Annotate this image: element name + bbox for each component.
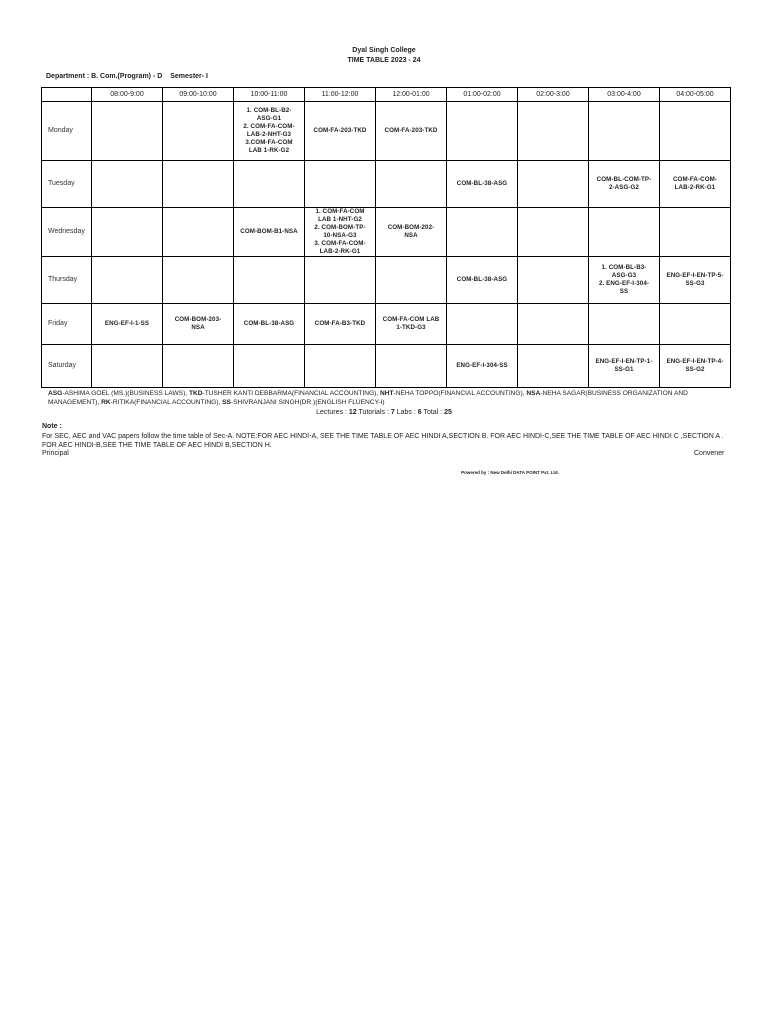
schedule-cell: COM-FA-B3-TKD xyxy=(305,304,376,345)
schedule-cell xyxy=(660,102,731,161)
lectures-label: Lectures : xyxy=(316,409,349,416)
note-heading: Note : xyxy=(42,423,62,430)
table-row xyxy=(42,102,731,161)
schedule-cell: COM-FA-203-TKD xyxy=(376,102,447,161)
schedule-cell: COM-FA-COM- LAB-2-RK-G1 xyxy=(660,161,731,208)
load-summary xyxy=(0,409,768,416)
schedule-cell xyxy=(447,208,518,257)
schedule-cell xyxy=(163,161,234,208)
corner-cell xyxy=(42,88,92,102)
schedule-cell xyxy=(305,345,376,388)
day-label: Monday xyxy=(42,102,92,161)
tutorials-label: Tutorials : xyxy=(356,409,391,416)
day-label: Thursday xyxy=(42,257,92,304)
powered-by: Powered by : New Delhi DATA POINT Pvt. Ltd. xyxy=(461,470,559,475)
schedule-cell xyxy=(376,257,447,304)
schedule-cell: ENG-EF-I-EN-TP-5- SS-G3 xyxy=(660,257,731,304)
schedule-cell xyxy=(376,345,447,388)
schedule-cell: 1. COM-BL-B3- ASG-G3 2. ENG-EF-I-304- SS xyxy=(589,257,660,304)
schedule-cell xyxy=(447,304,518,345)
schedule-cell xyxy=(518,304,589,345)
schedule-cell: COM-BL-38-ASG xyxy=(447,257,518,304)
table-row xyxy=(42,304,731,345)
faculty-code: NSA xyxy=(526,390,541,397)
department-line xyxy=(46,73,214,80)
schedule-cell xyxy=(589,102,660,161)
timetable xyxy=(41,87,731,388)
schedule-cell: ENG-EF-I-304-SS xyxy=(447,345,518,388)
schedule-cell xyxy=(660,304,731,345)
faculty-code: RK xyxy=(101,399,111,406)
schedule-cell xyxy=(518,345,589,388)
schedule-cell xyxy=(518,208,589,257)
slot-header: 01:00-02:00 xyxy=(447,88,518,102)
schedule-cell xyxy=(163,208,234,257)
faculty-legend: ASG-ASHIMA GOEL (MS.)(BUSINESS LAWS), TKD-TUSHER KANTI DEBBARMA(FINANCIAL ACCOUNTING), NHT-NEHA TOPPO(FINANCIAL ACCOUNTING), NSA-NEHA SAGAR(BUSINESS ORGANIZATION AND MANAGEMENT), RK-RITIKA(FINANCIAL ACCOUNTING), SS-SHIVRANJANI SINGH(DR.)(ENGLISH FLUENCY-I) xyxy=(48,390,688,406)
faculty-code: SS xyxy=(222,399,231,406)
day-label: Wednesday xyxy=(42,208,92,257)
college-name: Dyal Singh College xyxy=(352,47,416,54)
schedule-cell xyxy=(447,102,518,161)
semester-label: Semester- I xyxy=(170,73,208,80)
table-row xyxy=(42,345,731,388)
schedule-cell xyxy=(92,208,163,257)
schedule-cell: COM-FA-COM LAB 1-TKD-G3 xyxy=(376,304,447,345)
slot-header: 02:00-3:00 xyxy=(518,88,589,102)
schedule-cell: COM-BL-38-ASG xyxy=(447,161,518,208)
faculty-name: -SHIVRANJANI SINGH(DR.)(ENGLISH FLUENCY-I) xyxy=(230,399,385,406)
faculty-name: -RITIKA(FINANCIAL ACCOUNTING) xyxy=(110,399,219,406)
principal-label: Principal xyxy=(42,450,69,457)
total-count: 25 xyxy=(444,409,452,416)
day-label: Saturday xyxy=(42,345,92,388)
lectures-count: 12 xyxy=(348,409,357,416)
schedule-cell: COM-BL-COM-TP- 2-ASG-G2 xyxy=(589,161,660,208)
slot-header: 11:00-12:00 xyxy=(305,88,376,102)
schedule-cell xyxy=(234,345,305,388)
labs-label: Labs : xyxy=(394,409,418,416)
labs-count: 6 xyxy=(417,409,422,416)
schedule-cell: COM-BL-38-ASG xyxy=(234,304,305,345)
table-row xyxy=(42,161,731,208)
slot-header: 12:00-01:00 xyxy=(376,88,447,102)
slot-header: 04:00-05:00 xyxy=(660,88,731,102)
schedule-cell: ENG-EF-I-EN-TP-4- SS-G2 xyxy=(660,345,731,388)
faculty-name: -NEHA SAGAR(BUSINESS ORGANIZATION AND MANAGEMENT) xyxy=(48,390,688,406)
table-row xyxy=(42,208,731,257)
schedule-cell xyxy=(163,257,234,304)
convener-label: Convener xyxy=(694,450,725,457)
slot-header: 08:00-9:00 xyxy=(92,88,163,102)
schedule-cell xyxy=(234,161,305,208)
faculty-name: -ASHIMA GOEL (MS.)(BUSINESS LAWS) xyxy=(62,390,186,397)
schedule-cell: 1. COM-BL-B2- ASG-G1 2. COM-FA-COM- LAB-2-NHT-G3 3.COM-FA-COM LAB 1-RK-G2 xyxy=(234,102,305,161)
schedule-cell xyxy=(589,208,660,257)
schedule-cell: COM-BOM-202- NSA xyxy=(376,208,447,257)
schedule-cell xyxy=(234,257,305,304)
faculty-code: ASG xyxy=(48,390,63,397)
schedule-cell: 1. COM-FA-COM LAB 1-NHT-G2 2. COM-BOM-TP- 10-NSA-G3 3. COM-FA-COM- LAB-2-RK-G1 xyxy=(305,208,376,257)
note-text: For SEC, AEC and VAC papers follow the time table of Sec-A. NOTE:FOR AEC HINDI-A, SEE THE TIME TABLE OF AEC HINDI A,SECTION B. FOR AEC HINDI-C,SEE THE TIME TABLE OF AEC HINDI C ,SECTION A . FOR AEC HINDI-B,SEE THE TIME TABLE OF AEC HINDI B,SECTION H. xyxy=(42,433,724,449)
slot-header: 10:00-11:00 xyxy=(234,88,305,102)
tutorials-count: 7 xyxy=(390,409,395,416)
day-label: Friday xyxy=(42,304,92,345)
faculty-name: -TUSHER KANTI DEBBARMA(FINANCIAL ACCOUNTING) xyxy=(202,390,377,397)
schedule-cell xyxy=(92,161,163,208)
slot-header: 03:00-4:00 xyxy=(589,88,660,102)
schedule-cell xyxy=(92,102,163,161)
timetable-title: TIME TABLE 2023 - 24 xyxy=(347,57,421,64)
faculty-code: TKD xyxy=(188,390,203,397)
schedule-cell xyxy=(163,102,234,161)
schedule-cell xyxy=(305,257,376,304)
schedule-cell xyxy=(589,304,660,345)
schedule-cell: COM-BOM-B1-NSA xyxy=(234,208,305,257)
schedule-cell xyxy=(92,345,163,388)
slot-header: 09:00-10:00 xyxy=(163,88,234,102)
schedule-cell xyxy=(518,257,589,304)
schedule-cell: ENG-EF-I-1-SS xyxy=(92,304,163,345)
faculty-name: -NEHA TOPPO(FINANCIAL ACCOUNTING) xyxy=(393,390,523,397)
schedule-cell xyxy=(92,257,163,304)
schedule-cell xyxy=(518,161,589,208)
schedule-cell: ENG-EF-I-EN-TP-1- SS-G1 xyxy=(589,345,660,388)
schedule-cell xyxy=(305,161,376,208)
day-label: Tuesday xyxy=(42,161,92,208)
schedule-cell: COM-BOM-203- NSA xyxy=(163,304,234,345)
faculty-code: NHT xyxy=(379,390,394,397)
timetable-header-row xyxy=(42,88,731,102)
schedule-cell xyxy=(518,102,589,161)
schedule-cell xyxy=(163,345,234,388)
department-label: Department : B. Com.(Program) - D xyxy=(46,73,163,80)
schedule-cell: COM-FA-203-TKD xyxy=(305,102,376,161)
schedule-cell xyxy=(376,161,447,208)
table-row xyxy=(42,257,731,304)
schedule-cell xyxy=(660,208,731,257)
total-label: Total : xyxy=(421,409,445,416)
